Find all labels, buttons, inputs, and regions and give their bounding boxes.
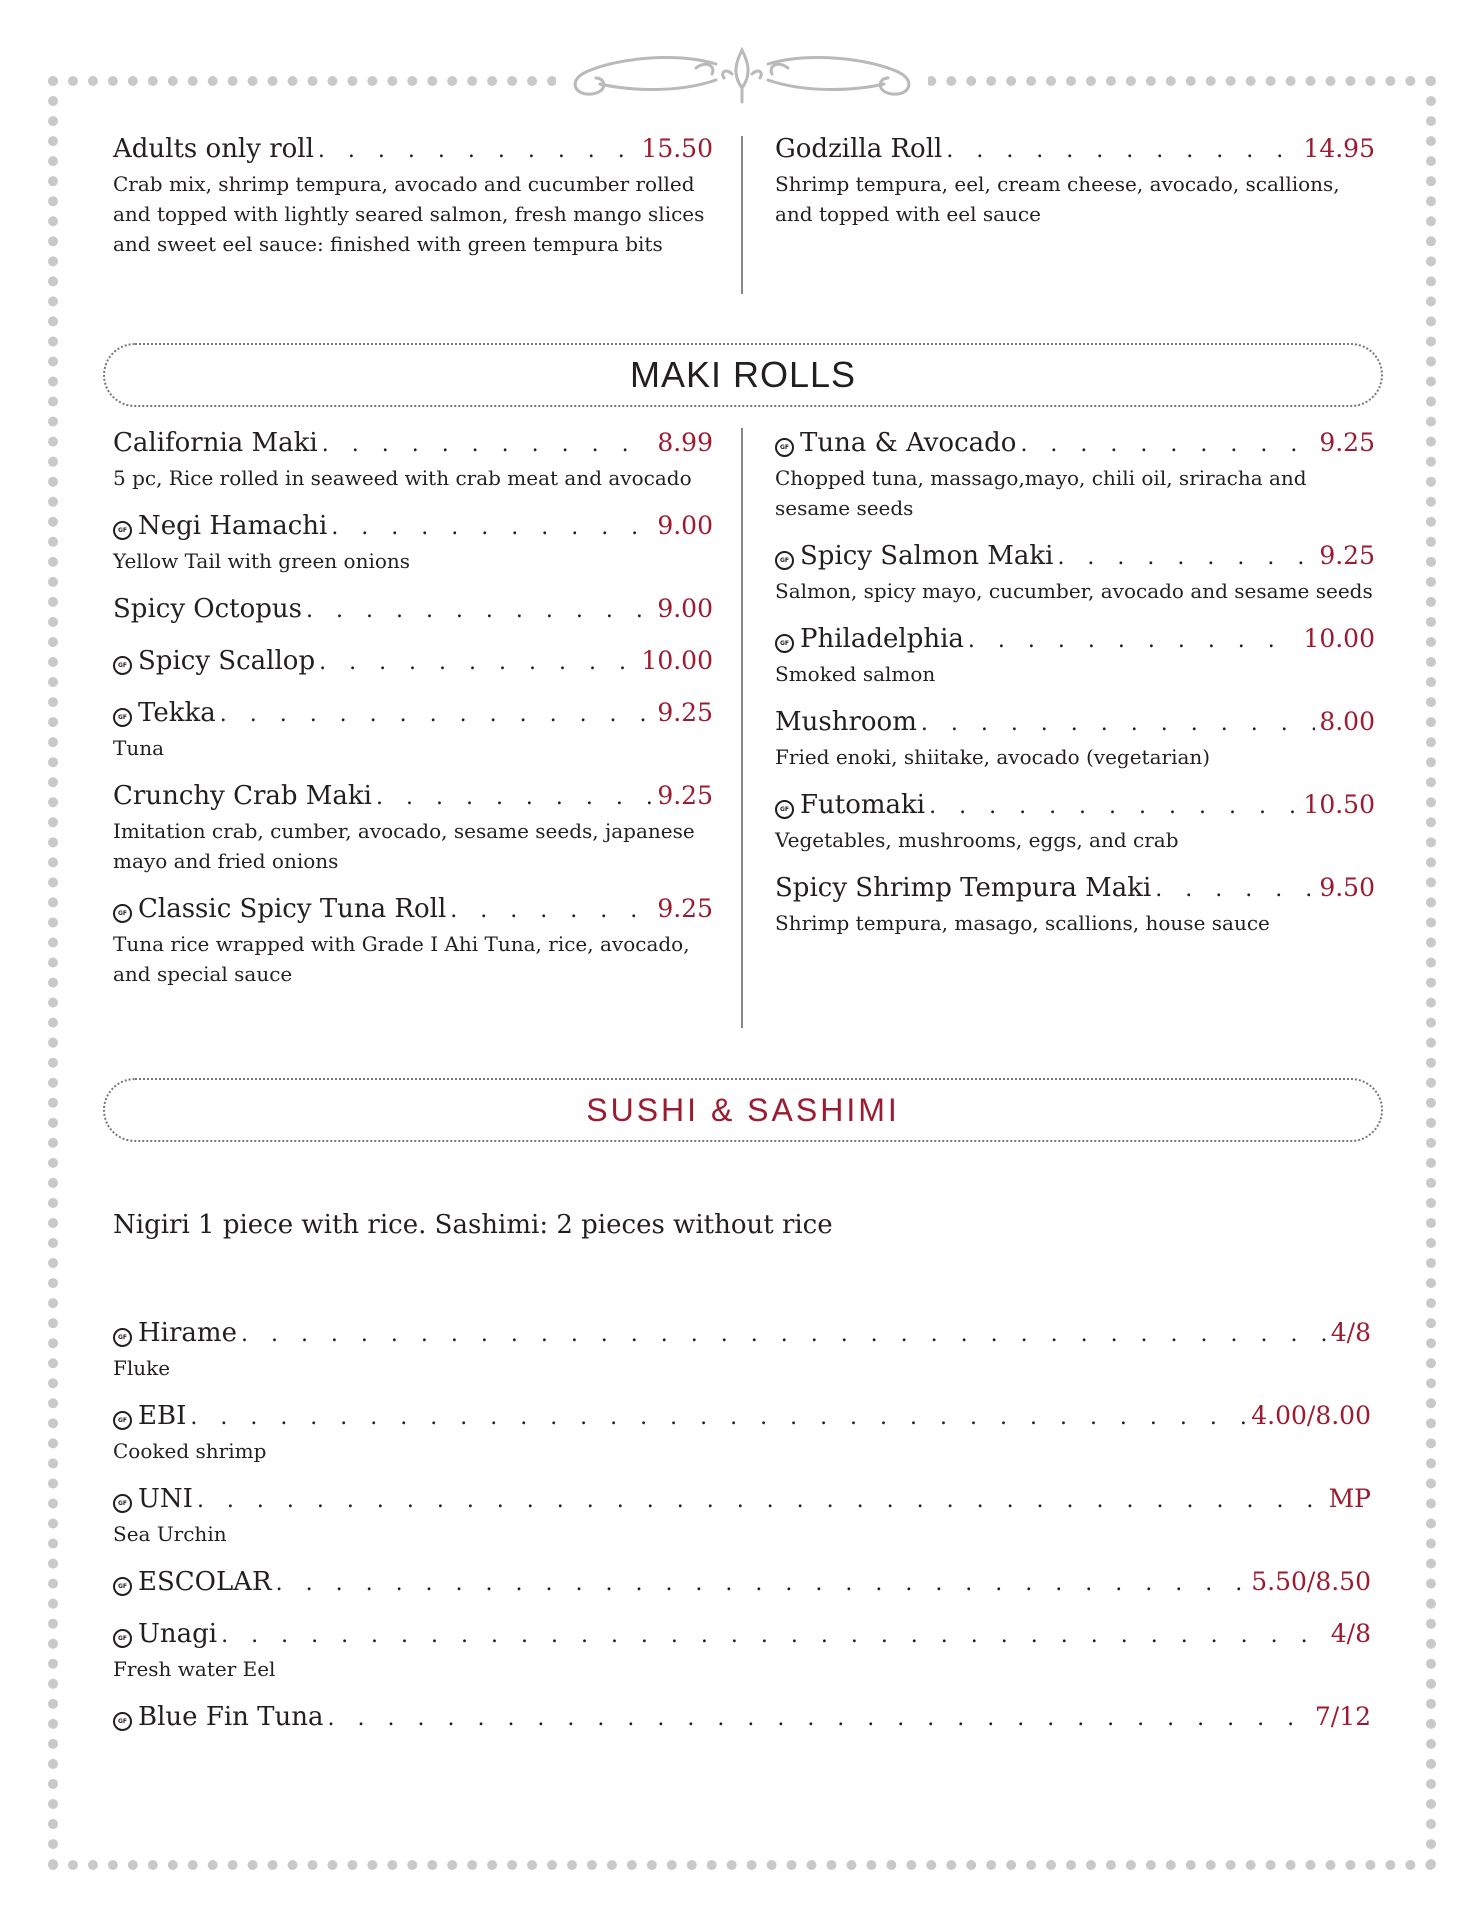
menu-item-name-wrap bbox=[113, 779, 372, 813]
menu-item-name: Classic Spicy Tuna Roll bbox=[138, 894, 447, 924]
menu-item-description: Smoked salmon bbox=[775, 662, 936, 686]
menu-item-name-wrap bbox=[113, 592, 302, 626]
dot-leader bbox=[276, 1567, 1248, 1601]
gluten-free-icon: GF bbox=[113, 1328, 132, 1347]
menu-item-name-wrap bbox=[775, 539, 1053, 573]
dot-leader bbox=[968, 624, 1300, 658]
menu-item-description: Tuna bbox=[113, 736, 165, 760]
menu-item-price: MP bbox=[1328, 1484, 1371, 1513]
menu-item-name-wrap bbox=[113, 1700, 324, 1734]
dot-leader bbox=[450, 894, 653, 928]
dot-leader bbox=[306, 594, 653, 628]
menu-item-price: 9.25 bbox=[657, 698, 713, 727]
menu-item-name-wrap bbox=[775, 622, 964, 656]
menu-item-price: 9.25 bbox=[1319, 541, 1375, 570]
menu-item-name-wrap bbox=[113, 696, 216, 730]
menu-item-name-wrap bbox=[113, 1617, 217, 1651]
menu-item-description: Imitation crab, cumber, avocado, sesame seeds, japanese mayo and fried onions bbox=[113, 819, 695, 873]
menu-item-row bbox=[775, 539, 1375, 575]
menu-item bbox=[113, 1617, 1371, 1684]
menu-item-row bbox=[113, 1565, 1371, 1601]
menu-item-price: 8.99 bbox=[657, 428, 713, 457]
menu-item bbox=[113, 1482, 1371, 1549]
menu-item bbox=[113, 1700, 1371, 1736]
menu-item-name: EBI bbox=[138, 1401, 187, 1431]
sushi-sashimi-banner bbox=[103, 1078, 1383, 1142]
menu-item-name: Crunchy Crab Maki bbox=[113, 781, 372, 811]
menu-item-description: Fluke bbox=[113, 1356, 171, 1380]
menu-item bbox=[113, 696, 713, 763]
sushi-intro: Nigiri 1 piece with rice. Sashimi: 2 pieces without rice bbox=[113, 1210, 833, 1240]
menu-item-row bbox=[113, 644, 713, 680]
menu-item-price: 4/8 bbox=[1330, 1318, 1371, 1347]
dot-leader bbox=[318, 134, 638, 168]
dot-leader bbox=[376, 781, 653, 815]
menu-item-name: Spicy Shrimp Tempura Maki bbox=[775, 873, 1152, 903]
menu-item-price: 9.25 bbox=[657, 894, 713, 923]
menu-item-description: Salmon, spicy mayo, cucumber, avocado and sesame seeds bbox=[775, 579, 1373, 603]
dot-leader bbox=[921, 707, 1315, 741]
menu-item-row bbox=[113, 1399, 1371, 1435]
menu-item-name: Spicy Scallop bbox=[138, 646, 316, 676]
dot-leader bbox=[197, 1484, 1325, 1518]
menu-item-row bbox=[113, 426, 713, 462]
sushi-sashimi-title: SUSHI & SASHIMI bbox=[586, 1091, 900, 1128]
menu-item bbox=[113, 592, 713, 628]
menu-item-price: 15.50 bbox=[641, 134, 713, 163]
menu-item-price: 10.00 bbox=[1303, 624, 1375, 653]
menu-item-name-wrap bbox=[113, 644, 315, 678]
gluten-free-icon: GF bbox=[113, 1494, 132, 1513]
menu-item-name-wrap bbox=[775, 788, 925, 822]
menu-item-name-wrap bbox=[775, 871, 1151, 905]
gluten-free-icon: GF bbox=[113, 708, 132, 727]
menu-item-row bbox=[113, 592, 713, 628]
menu-item-name: Philadelphia bbox=[800, 624, 964, 654]
dot-leader bbox=[241, 1318, 1327, 1352]
dot-leader bbox=[929, 790, 1299, 824]
menu-item-name: Unagi bbox=[138, 1619, 218, 1649]
menu-item-name-wrap bbox=[113, 1316, 237, 1350]
menu-item-name: ESCOLAR bbox=[138, 1567, 272, 1597]
menu-item bbox=[775, 788, 1375, 855]
menu-item-row bbox=[775, 132, 1375, 168]
menu-item-name-wrap bbox=[775, 132, 942, 166]
dot-leader bbox=[1020, 428, 1315, 462]
dot-leader bbox=[1057, 541, 1315, 575]
menu-item-name: Adults only roll bbox=[113, 134, 314, 164]
menu-item bbox=[113, 644, 713, 680]
menu-item-name: Blue Fin Tuna bbox=[138, 1702, 324, 1732]
menu-item-description: Tuna rice wrapped with Grade I Ahi Tuna, rice, avocado, and special sauce bbox=[113, 932, 690, 986]
menu-item-price: 10.00 bbox=[641, 646, 713, 675]
gluten-free-icon: GF bbox=[113, 656, 132, 675]
menu-item-row bbox=[113, 779, 713, 815]
menu-item-price: 4/8 bbox=[1330, 1619, 1371, 1648]
menu-item-description: Fresh water Eel bbox=[113, 1657, 276, 1681]
menu-item-row bbox=[775, 426, 1375, 462]
menu-item-row bbox=[113, 1482, 1371, 1518]
menu-item-name-wrap bbox=[113, 1399, 186, 1433]
menu-item-name: Futomaki bbox=[800, 790, 926, 820]
menu-item-name-wrap bbox=[113, 132, 314, 166]
menu-item bbox=[775, 426, 1375, 523]
menu-item-description: Fried enoki, shiitake, avocado (vegetarian) bbox=[775, 745, 1211, 769]
dot-leader bbox=[328, 1702, 1311, 1736]
menu-item-description: Crab mix, shrimp tempura, avocado and cucumber rolled and topped with lightly seared salmon, fresh mango slices and sweet eel sauce: finished with green tempura bits bbox=[113, 172, 705, 256]
menu-item-name: Tekka bbox=[138, 698, 216, 728]
menu-item-description: Vegetables, mushrooms, eggs, and crab bbox=[775, 828, 1179, 852]
menu-item-name: Godzilla Roll bbox=[775, 134, 943, 164]
sushi-list bbox=[113, 1316, 1371, 1752]
dot-leader bbox=[220, 698, 654, 732]
menu-item-price: 9.25 bbox=[657, 781, 713, 810]
maki-rolls-banner bbox=[103, 343, 1383, 407]
menu-item bbox=[113, 132, 713, 259]
menu-item-row bbox=[775, 622, 1375, 658]
maki-left-column bbox=[113, 426, 713, 1005]
menu-item-price: 14.95 bbox=[1303, 134, 1375, 163]
menu-item-description: Cooked shrimp bbox=[113, 1439, 267, 1463]
menu-item-name: UNI bbox=[138, 1484, 193, 1514]
gluten-free-icon: GF bbox=[113, 1629, 132, 1648]
menu-item-description: Shrimp tempura, eel, cream cheese, avocado, scallions, and topped with eel sauce bbox=[775, 172, 1340, 226]
flourish-ornament-icon bbox=[556, 44, 928, 108]
menu-item bbox=[113, 1399, 1371, 1466]
gluten-free-icon: GF bbox=[775, 634, 794, 653]
menu-item bbox=[775, 705, 1375, 772]
gluten-free-icon: GF bbox=[113, 521, 132, 540]
menu-item-description: Chopped tuna, massago,mayo, chili oil, sriracha and sesame seeds bbox=[775, 466, 1307, 520]
menu-item bbox=[775, 622, 1375, 689]
gluten-free-icon: GF bbox=[775, 438, 794, 457]
menu-item-name-wrap bbox=[113, 426, 318, 460]
menu-item bbox=[113, 509, 713, 576]
dot-leader bbox=[190, 1401, 1247, 1435]
dot-leader bbox=[322, 428, 654, 462]
gluten-free-icon: GF bbox=[113, 1712, 132, 1731]
menu-item-row bbox=[113, 1617, 1371, 1653]
menu-item-price: 9.50 bbox=[1319, 873, 1375, 902]
dot-leader bbox=[1155, 873, 1315, 907]
dot-leader bbox=[221, 1619, 1327, 1653]
menu-item-row bbox=[113, 696, 713, 732]
menu-item-description: 5 pc, Rice rolled in seaweed with crab meat and avocado bbox=[113, 466, 692, 490]
menu-item-name: Spicy Salmon Maki bbox=[800, 541, 1054, 571]
menu-item-name: Tuna & Avocado bbox=[800, 428, 1017, 458]
menu-item-price: 10.50 bbox=[1303, 790, 1375, 819]
menu-item-price: 4.00/8.00 bbox=[1251, 1401, 1371, 1430]
menu-item bbox=[775, 539, 1375, 606]
menu-item bbox=[113, 1316, 1371, 1383]
menu-item bbox=[113, 1565, 1371, 1601]
dot-leader bbox=[331, 511, 653, 545]
menu-item-row bbox=[113, 892, 713, 928]
menu-item-row bbox=[113, 509, 713, 545]
menu-item-price: 8.00 bbox=[1319, 707, 1375, 736]
menu-item-name: Negi Hamachi bbox=[138, 511, 328, 541]
menu-item-name-wrap bbox=[775, 426, 1016, 460]
maki-right-column bbox=[775, 426, 1375, 954]
menu-item-price: 7/12 bbox=[1314, 1702, 1371, 1731]
gluten-free-icon: GF bbox=[113, 904, 132, 923]
menu-item-name: California Maki bbox=[113, 428, 318, 458]
column-divider-maki bbox=[741, 428, 743, 1028]
menu-item bbox=[775, 871, 1375, 938]
menu-item-description: Shrimp tempura, masago, scallions, house sauce bbox=[775, 911, 1270, 935]
menu-item-name-wrap bbox=[113, 1482, 193, 1516]
menu-item-name-wrap bbox=[775, 705, 917, 739]
menu-item-price: 9.00 bbox=[657, 511, 713, 540]
menu-item-name: Spicy Octopus bbox=[113, 594, 302, 624]
menu-item-row bbox=[775, 871, 1375, 907]
menu-item bbox=[113, 892, 713, 989]
menu-item-name: Hirame bbox=[138, 1318, 237, 1348]
gluten-free-icon: GF bbox=[775, 551, 794, 570]
menu-item-row bbox=[113, 1316, 1371, 1352]
maki-rolls-title: MAKI ROLLS bbox=[629, 354, 857, 395]
menu-item-name-wrap bbox=[113, 509, 327, 543]
specialty-left-column bbox=[113, 132, 713, 277]
menu-item-row bbox=[113, 132, 713, 168]
column-divider-top bbox=[741, 136, 743, 294]
menu-item bbox=[775, 132, 1375, 229]
menu-item-name-wrap bbox=[113, 1565, 272, 1599]
menu-item-description: Yellow Tail with green onions bbox=[113, 549, 411, 573]
menu-item-description: Sea Urchin bbox=[113, 1522, 227, 1546]
dot-leader bbox=[319, 646, 637, 680]
menu-item-row bbox=[113, 1700, 1371, 1736]
menu-item-row bbox=[775, 788, 1375, 824]
menu-item-price: 5.50/8.50 bbox=[1251, 1567, 1371, 1596]
menu-item-price: 9.00 bbox=[657, 594, 713, 623]
menu-item bbox=[113, 779, 713, 876]
gluten-free-icon: GF bbox=[113, 1577, 132, 1596]
menu-item bbox=[113, 426, 713, 493]
menu-item-name-wrap bbox=[113, 892, 446, 926]
gluten-free-icon: GF bbox=[113, 1411, 132, 1430]
specialty-right-column bbox=[775, 132, 1375, 247]
menu-item-name: Mushroom bbox=[775, 707, 917, 737]
dot-leader bbox=[946, 134, 1299, 168]
menu-item-row bbox=[775, 705, 1375, 741]
gluten-free-icon: GF bbox=[775, 800, 794, 819]
menu-item-price: 9.25 bbox=[1319, 428, 1375, 457]
